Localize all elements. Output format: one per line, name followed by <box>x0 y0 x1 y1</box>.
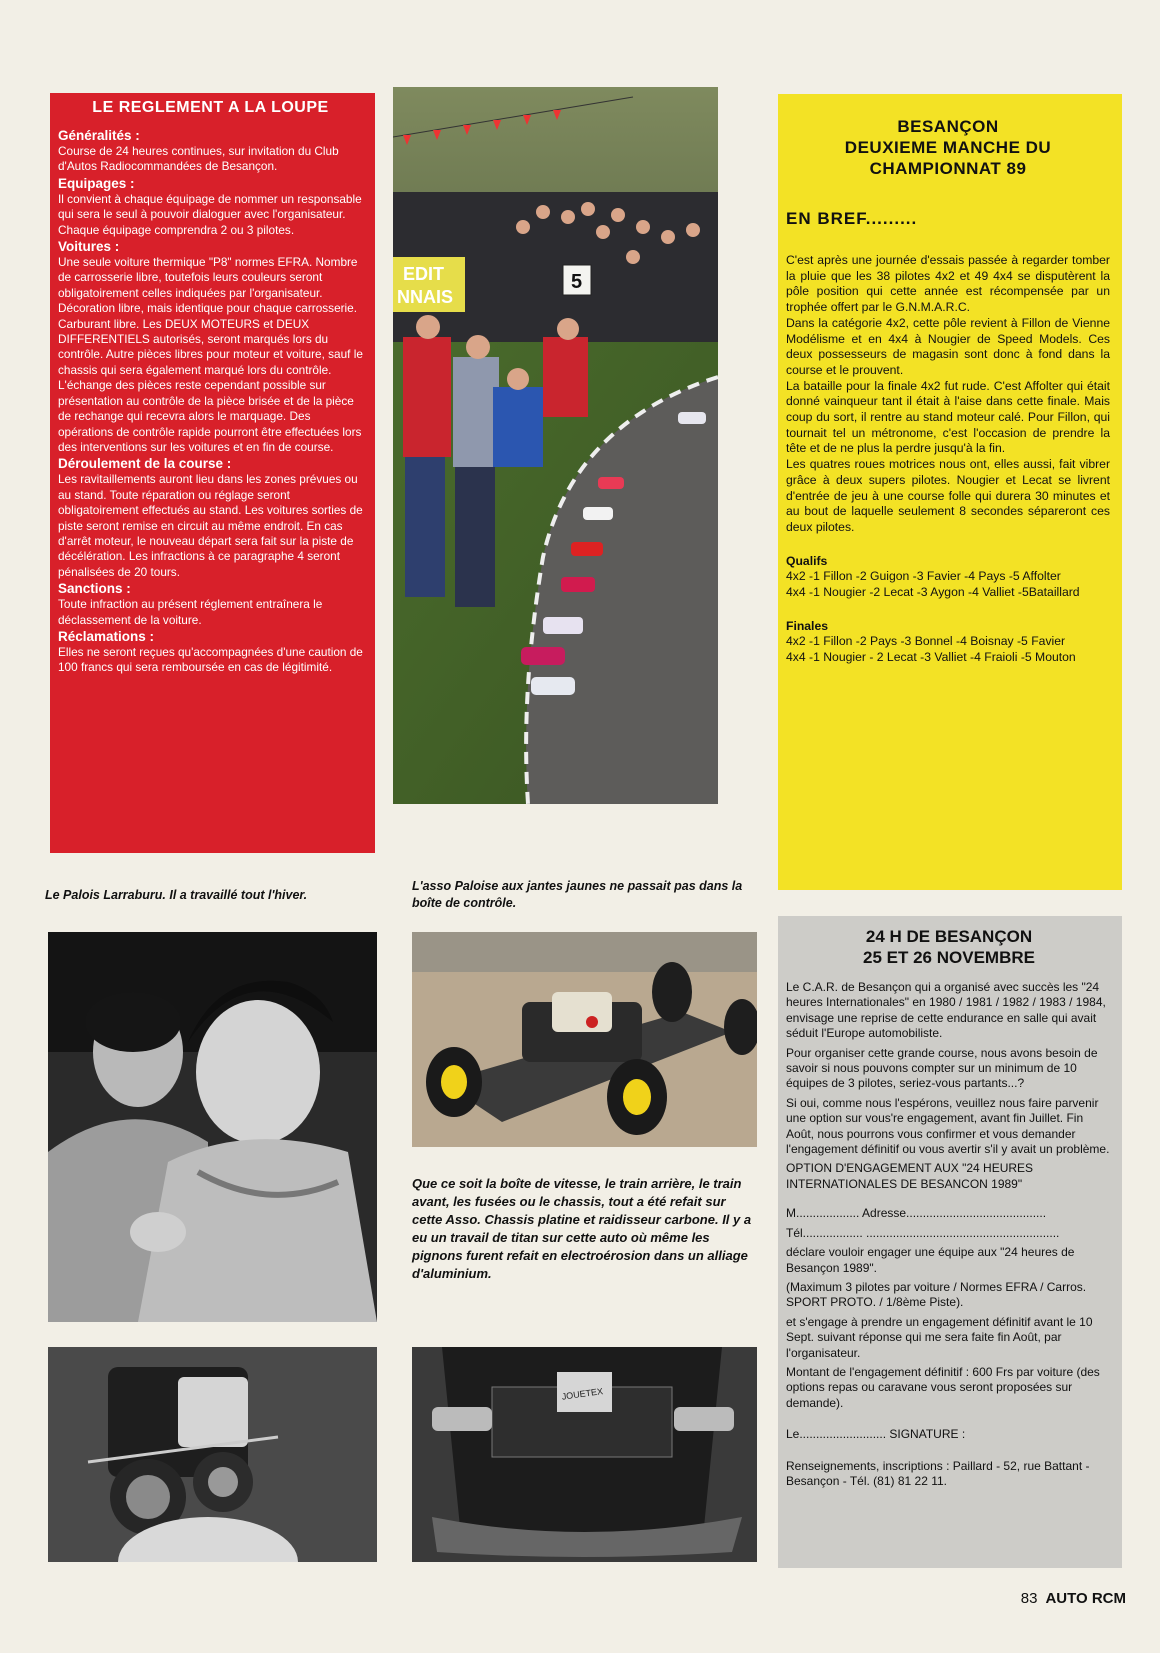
caption-asso-detail: Que ce soit la boîte de vitesse, le train arrière, le train avant, les fusées ou le chassis, tout a été refait sur cette Asso. Chassis platine et raidisseur carbone. Il y a eu un travail de titan sur cette auto où même les pignons furent refait en electroérosion dans un alliage d'aluminium. <box>412 1176 752 1281</box>
rules-section-heading: Voitures : <box>58 239 120 255</box>
form-paragraph: déclare vouloir engager une équipe aux "24 heures de Besançon 1989". <box>786 1245 1075 1275</box>
finales-label: Finales <box>786 618 828 633</box>
rules-section-heading: Equipages : <box>58 175 135 191</box>
rules-section-heading: Réclamations : <box>58 628 155 644</box>
form-paragraph: Montant de l'engagement définitif : 600 Frs par voiture (des options repas ou caravane vous seront proposées sur demande). <box>786 1364 1100 1410</box>
rules-section-text: Il convient à chaque équipage de nommer un responsable qui sera le seul à pouvoir dialoguer avec l'organisateur. Chaque équipage comprendra 2 ou 3 pilotes. <box>58 191 362 237</box>
h24-title <box>786 926 1112 968</box>
rules-box <box>50 93 375 853</box>
page-number: 83 <box>1020 1590 1038 1607</box>
en-bref-heading: EN BREF......... <box>786 209 918 228</box>
result-line: 4x4 -1 Nougier - 2 Lecat -3 Valliet -4 Fraioli -5 Mouton <box>786 650 1076 665</box>
title-line: DEUXIEME MANCHE DU <box>844 138 1052 157</box>
form-paragraph: et s'engage à prendre un engagement définitif avant le 10 Sept. suivant réponse qui me sera faite fin Août, par l'organisateur. <box>786 1314 1093 1360</box>
rules-section-heading: Déroulement de la course : <box>58 456 232 472</box>
banner-text-1: EDIT <box>403 264 445 284</box>
article-paragraph: Les quatres roues motrices nous ont, elles aussi, fait vibrer grâce à deux supers pilotes. Nougier et Lecat se livrent d'entrée de jeu à une course folle qui durera 30 minutes et au bout de laquelle seulement 8 secondes sépareront ces deux pilotes. <box>786 457 1110 534</box>
banner-text-2: NNAIS <box>397 287 454 307</box>
result-line: 4x2 -1 Fillon -2 Guigon -3 Favier -4 Pays -5 Affolter <box>786 569 1061 584</box>
title-line: CHAMPIONNAT 89 <box>869 159 1027 178</box>
magazine-name: AUTO RCM <box>1045 1590 1126 1607</box>
track-photo <box>393 87 718 804</box>
qualifs-label: Qualifs <box>786 553 828 568</box>
sign-number: 5 <box>571 271 583 293</box>
h24-box <box>778 916 1122 1568</box>
signature-line: Le.......................... SIGNATURE : <box>786 1427 966 1442</box>
result-line: 4x4 -1 Nougier -2 Lecat -3 Aygon -4 Valliet -5Bataillard <box>786 585 1080 600</box>
h24-paragraph: Le C.A.R. de Besançon qui a organisé avec succès les "24 heures Internationales" en 1980 / 1981 / 1982 / 1983 / 1984, envisage une reprise de cette endurance en salle qui avait séduit l'Europe automobiliste. <box>786 980 1106 1041</box>
contact-info: Renseignements, inscriptions : Paillard - 52, rue Battant - Besançon - Tél. (81) 81 22 11. <box>786 1458 1090 1488</box>
title-line: 24 H DE BESANÇON <box>865 927 1033 946</box>
caption-larraburu: Le Palois Larraburu. Il a travaillé tout l'hiver. <box>45 888 308 902</box>
rules-section-heading: Sanctions : <box>58 581 131 597</box>
h24-paragraph: Pour organiser cette grande course, nous avons besoin de savoir si nous pouvons compter sur un minimum de 10 équipes de 3 pilotes, seriez-vous partants...? <box>786 1045 1098 1091</box>
h24-paragraph: Si oui, comme nous l'espérons, veuillez nous faire parvenir une option sur vous're engagement, avant fin Juillet. Fin Août, nous pourrons vous confirmer et vous demander l'engagement définitif ou vous avertir s'il y avait un problème. <box>786 1095 1110 1157</box>
article-paragraph: Dans la catégorie 4x2, cette pôle revient à Fillon de Vienne Modélisme et en 4x4 à Nougier de Speed Models. Ces deux possesseurs de magasin sont donc à fond dans la course et le prouvent. <box>786 315 1110 377</box>
rules-section-heading: Généralités : <box>58 128 140 143</box>
rules-body <box>58 127 363 676</box>
championship-title <box>786 116 1110 179</box>
h24-paragraph: OPTION D'ENGAGEMENT AUX "24 HEURES INTERNATIONALES DE BESANCON 1989" <box>786 1161 1034 1191</box>
page-footer <box>1021 1590 1126 1607</box>
engine-photo <box>48 1347 377 1562</box>
championship-box <box>778 94 1122 890</box>
title-line: BESANÇON <box>897 117 999 136</box>
result-line: 4x2 -1 Fillon -2 Pays -3 Bonnel -4 Boisnay -5 Favier <box>786 634 1066 649</box>
form-paragraph: (Maximum 3 pilotes par voiture / Normes EFRA / Carros. SPORT PROTO. / 1/8ème Piste). <box>786 1279 1087 1310</box>
article-paragraph: C'est après une journée d'essais passée à regarder tomber la pluie que les 38 pilotes 4x2 et 49 4x4 se disputèrent la pôle position qui cette année est récompensée par un trophée offert par le G.N.M.A.R.C. <box>786 253 1110 315</box>
article-paragraph: La bataille pour la finale 4x2 fut rude. C'est Affolter qui était donné vainqueur tant il était à l'aise dans cette finale. Mais coup du sort, il rentre au stand moteur calé. Pour Fillon, qui tournait tel un métronome, c'est l'occasion de prendre la tête et de ne plus la perdre jusqu'à la fin. <box>786 378 1110 456</box>
rules-section-text: Les ravitaillements auront lieu dans les zones prévues ou au stand. Toute réparation ou réglage seront obligatoirement effectués au stand. Les voitures sorties de piste seront remise en circuit au même endroit. En cas d'arrêt moteur, le nouveau départ sera fait sur la piste de décélération. Les infractions à ce paragraphe 4 seront pénalisées de 20 tours. <box>58 472 363 579</box>
larraburu-photo <box>48 932 377 1322</box>
title-line: 25 ET 26 NOVEMBRE <box>863 948 1035 967</box>
rules-section-text: Toute infraction au présent réglement entraînera le déclassement de la voiture. <box>58 597 323 627</box>
rules-section-text: Elles ne seront reçues qu'accompagnées d'une caution de 100 francs qui sera remboursée en cas de légitimité. <box>58 644 363 675</box>
caption-asso-top: L'asso Paloise aux jantes jaunes ne passait pas dans la boîte de contrôle. <box>412 879 743 910</box>
rules-section-text: Course de 24 heures continues, sur invitation du Club d'Autos Radiocommandées de Besançon. <box>58 144 339 174</box>
chassis-photo <box>412 1347 757 1562</box>
chassis-brand: JOUETEX <box>561 1386 604 1402</box>
h24-body <box>786 980 1112 1489</box>
asso-car-photo <box>412 932 757 1147</box>
rules-title: LE REGLEMENT A LA LOUPE <box>92 99 329 116</box>
form-line-tel: Tél.................. .......................................................... <box>786 1225 1060 1240</box>
form-line-name: M................... Adresse.......................................... <box>786 1206 1047 1221</box>
rules-section-text: Une seule voiture thermique "P8" normes EFRA. Nombre de carrosserie libre, toutefois leurs couleurs seront obligatoirement celles indiquées par l'organisateur. Décoration libre, mais identique pour chaque carrosserie. Carburant libre. Les DEUX MOTEURS et DEUX DIFFERENTIELS autorisés, seront marqués lors du contrôle. Autre pièces libres pour moteur et voiture, sauf le chassis qui sera également marqué lors du contrôle. L'échange des pièces reste cependant possible sur présentation au contrôle de la pièce brisée et de la pièce de rechange qui recevra alors le marquage. Des opérations de contrôle rapide pourront être effectuées lors des interventions sur les voitures et en fin de course. <box>58 255 363 454</box>
